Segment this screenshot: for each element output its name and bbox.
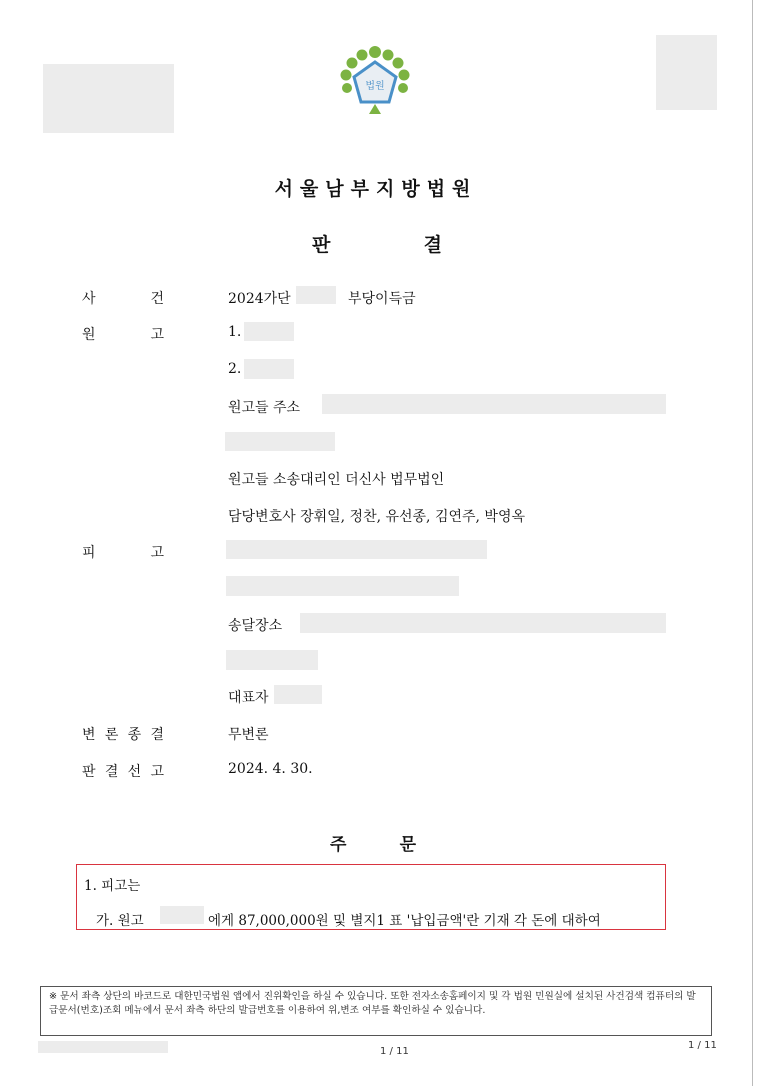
page-edge	[752, 0, 753, 1086]
emblem-text: 법원	[365, 81, 385, 92]
plaintiff-counsel: 원고들 소송대리인 더신사 법무법인	[228, 472, 445, 488]
label-case	[82, 288, 164, 308]
order-line-2-suffix: 에게 87,000,000원 및 별지1 표 '납입금액'란 기재 각 돈에 대하여	[208, 913, 601, 929]
sentence-date: 2024. 4. 30.	[228, 761, 313, 777]
court-emblem-icon	[338, 44, 412, 116]
order-title-char: 문	[399, 835, 416, 855]
redacted-plaintiff-address	[322, 394, 666, 414]
label-char: 선	[127, 764, 142, 780]
representative-label: 대표자	[228, 690, 269, 706]
plaintiff-address-label: 원고들 주소	[228, 400, 301, 416]
redacted-representative	[274, 685, 322, 704]
case-number	[228, 288, 291, 308]
page-number-right: 1 / 11	[688, 1040, 717, 1051]
plaintiff-1-number: 1.	[228, 324, 242, 340]
label-char: 고	[150, 327, 164, 343]
redacted-plaintiff-in-order	[160, 906, 204, 924]
label-char: 피	[82, 545, 96, 561]
redacted-case-number	[296, 286, 336, 304]
label-char: 원	[82, 327, 96, 343]
case-number-prefix: 2024가단	[228, 291, 291, 307]
label-char: 론	[104, 727, 119, 743]
order-line-2-prefix: 가. 원고	[96, 913, 144, 929]
label-sentence	[82, 761, 164, 781]
page-number: 1 / 11	[380, 1046, 409, 1057]
doc-title-char: 결	[423, 234, 442, 256]
label-char: 종	[127, 727, 142, 743]
label-char: 고	[150, 764, 164, 780]
court-name: 서울남부지방법원	[274, 178, 478, 200]
order-title	[330, 830, 416, 855]
verification-notice: ※ 문서 좌측 상단의 바코드로 대한민국법원 앱에서 진위확인을 하실 수 있습니다. 또한 전자소송홈페이지 및 각 법원 민원실에 설치된 사건검색 컴퓨터의 발급문서(번호)조회 메뉴에서 문서 좌측 하단의 발급번호를 이용하여 위,변조 여부를 확인하실 수 있습니다.	[40, 986, 712, 1036]
label-defendant	[82, 542, 164, 562]
redacted-service-address	[300, 613, 666, 633]
service-address-label: 송달장소	[228, 618, 283, 634]
redacted-service-address-2	[226, 650, 318, 670]
redacted-plaintiff-address-2	[225, 432, 335, 451]
label-char: 사	[82, 291, 96, 307]
case-name: 부당이득금	[348, 291, 416, 307]
label-char: 결	[104, 764, 119, 780]
label-closing	[82, 724, 164, 744]
plaintiff-attorneys: 담당변호사 장휘일, 정찬, 유선종, 김연주, 박영옥	[228, 509, 526, 525]
label-plaintiff	[82, 324, 164, 344]
redacted-plaintiff-2	[244, 359, 294, 379]
redacted-defendant-name	[226, 540, 487, 559]
label-char: 건	[150, 291, 164, 307]
redacted-barcode	[43, 64, 174, 133]
plaintiff-2-number: 2.	[228, 361, 242, 377]
redacted-issue-code	[38, 1041, 168, 1053]
redacted-defendant-address	[226, 576, 459, 596]
closing-value: 무변론	[228, 727, 269, 743]
order-line-1: 1. 피고는	[84, 878, 141, 894]
redacted-plaintiff-1	[244, 322, 294, 341]
document-title	[312, 230, 442, 257]
label-char: 변	[82, 727, 96, 743]
doc-title-char: 판	[312, 234, 331, 256]
label-char: 결	[150, 727, 164, 743]
redacted-issue-number	[656, 35, 717, 110]
label-char: 판	[82, 764, 96, 780]
order-title-char: 주	[330, 835, 347, 855]
label-char: 고	[150, 545, 164, 561]
